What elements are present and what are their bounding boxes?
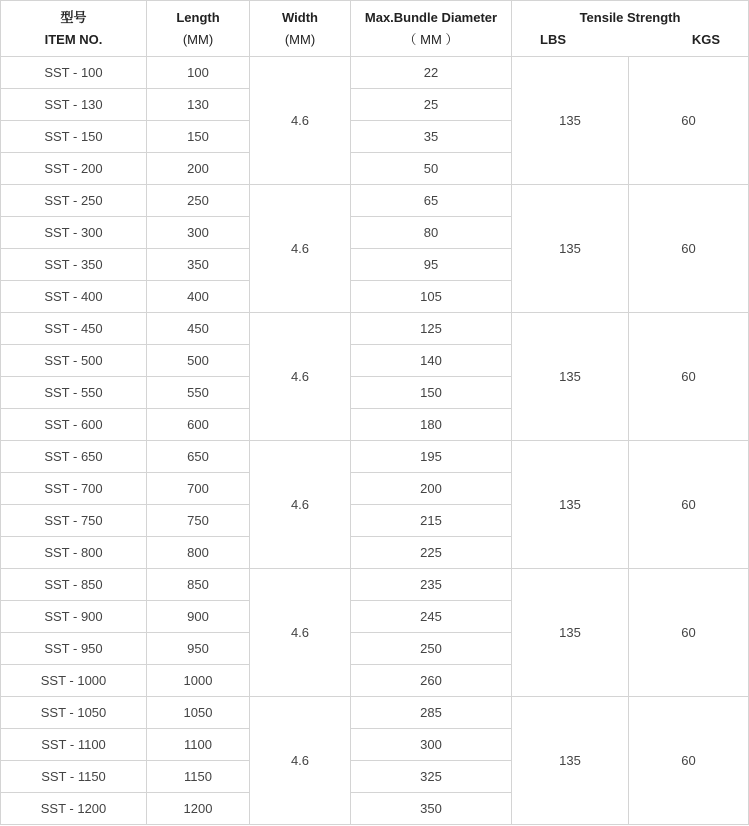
- cell-item-no: SST - 550: [1, 377, 147, 409]
- cell-width: 4.6: [250, 57, 351, 185]
- cell-length: 900: [147, 601, 250, 633]
- cell-item-no: SST - 850: [1, 569, 147, 601]
- cell-item-no: SST - 450: [1, 313, 147, 345]
- cell-length: 250: [147, 185, 250, 217]
- cell-max-bundle-diameter: 325: [351, 761, 512, 793]
- cell-item-no: SST - 700: [1, 473, 147, 505]
- cell-tensile-lbs: 135: [512, 313, 629, 441]
- header-diameter-label: Max.Bundle Diameter: [364, 9, 498, 25]
- cell-item-no: SST - 900: [1, 601, 147, 633]
- cell-max-bundle-diameter: 200: [351, 473, 512, 505]
- cell-tensile-kgs: 60: [629, 569, 749, 697]
- cell-length: 1100: [147, 729, 250, 761]
- header-length-label: Length: [176, 9, 220, 25]
- cell-length: 800: [147, 537, 250, 569]
- table-row: [1, 441, 749, 473]
- header-row: [1, 1, 749, 57]
- cell-item-no: SST - 350: [1, 249, 147, 281]
- cell-length: 1150: [147, 761, 250, 793]
- cell-max-bundle-diameter: 125: [351, 313, 512, 345]
- table-body: [1, 57, 749, 825]
- cell-max-bundle-diameter: 215: [351, 505, 512, 537]
- cell-length: 1200: [147, 793, 250, 825]
- cell-item-no: SST - 1200: [1, 793, 147, 825]
- cell-length: 1000: [147, 665, 250, 697]
- cell-item-no: SST - 150: [1, 121, 147, 153]
- cell-length: 130: [147, 89, 250, 121]
- cell-max-bundle-diameter: 195: [351, 441, 512, 473]
- cell-length: 750: [147, 505, 250, 537]
- cell-length: 300: [147, 217, 250, 249]
- cell-max-bundle-diameter: 95: [351, 249, 512, 281]
- header-width-label: Width: [282, 9, 318, 25]
- cell-width: 4.6: [250, 185, 351, 313]
- cell-width: 4.6: [250, 697, 351, 825]
- cell-tensile-lbs: 135: [512, 57, 629, 185]
- header-kgs: KGS: [691, 31, 721, 47]
- cell-tensile-kgs: 60: [629, 57, 749, 185]
- table-row: [1, 569, 749, 601]
- header-tensile-units: [512, 29, 748, 51]
- cell-max-bundle-diameter: 300: [351, 729, 512, 761]
- cell-length: 350: [147, 249, 250, 281]
- cell-max-bundle-diameter: 285: [351, 697, 512, 729]
- header-width: [250, 1, 351, 57]
- header-tensile-label: Tensile Strength: [579, 9, 681, 25]
- cell-item-no: SST - 1100: [1, 729, 147, 761]
- cell-tensile-lbs: 135: [512, 441, 629, 569]
- header-length-unit: (MM): [182, 31, 214, 47]
- cell-length: 100: [147, 57, 250, 89]
- header-length: [147, 1, 250, 57]
- header-diameter: [351, 1, 512, 57]
- table-row: [1, 697, 749, 729]
- header-item-no: [1, 1, 147, 57]
- cell-width: 4.6: [250, 313, 351, 441]
- cell-width: 4.6: [250, 569, 351, 697]
- cell-max-bundle-diameter: 180: [351, 409, 512, 441]
- cell-max-bundle-diameter: 245: [351, 601, 512, 633]
- cell-item-no: SST - 750: [1, 505, 147, 537]
- cell-item-no: SST - 800: [1, 537, 147, 569]
- cell-max-bundle-diameter: 250: [351, 633, 512, 665]
- cell-item-no: SST - 1050: [1, 697, 147, 729]
- cell-length: 850: [147, 569, 250, 601]
- cell-tensile-lbs: 135: [512, 185, 629, 313]
- table-row: [1, 57, 749, 89]
- cell-max-bundle-diameter: 225: [351, 537, 512, 569]
- cell-max-bundle-diameter: 350: [351, 793, 512, 825]
- cell-max-bundle-diameter: 235: [351, 569, 512, 601]
- cell-item-no: SST - 1000: [1, 665, 147, 697]
- cell-length: 650: [147, 441, 250, 473]
- table-header: [1, 1, 749, 57]
- cell-item-no: SST - 600: [1, 409, 147, 441]
- cell-max-bundle-diameter: 105: [351, 281, 512, 313]
- cell-tensile-lbs: 135: [512, 569, 629, 697]
- cell-length: 150: [147, 121, 250, 153]
- cell-item-no: SST - 1150: [1, 761, 147, 793]
- cell-max-bundle-diameter: 260: [351, 665, 512, 697]
- table-row: [1, 185, 749, 217]
- header-width-unit: (MM): [284, 31, 316, 47]
- cell-length: 450: [147, 313, 250, 345]
- cell-max-bundle-diameter: 25: [351, 89, 512, 121]
- cell-tensile-kgs: 60: [629, 697, 749, 825]
- cell-item-no: SST - 130: [1, 89, 147, 121]
- header-tensile-strength: [512, 1, 749, 57]
- cell-length: 600: [147, 409, 250, 441]
- cell-item-no: SST - 950: [1, 633, 147, 665]
- cell-max-bundle-diameter: 140: [351, 345, 512, 377]
- cell-item-no: SST - 500: [1, 345, 147, 377]
- cell-tensile-lbs: 135: [512, 697, 629, 825]
- header-lbs: LBS: [540, 31, 566, 47]
- cell-max-bundle-diameter: 80: [351, 217, 512, 249]
- cell-max-bundle-diameter: 50: [351, 153, 512, 185]
- cell-length: 700: [147, 473, 250, 505]
- cell-tensile-kgs: 60: [629, 185, 749, 313]
- cell-length: 1050: [147, 697, 250, 729]
- cell-length: 950: [147, 633, 250, 665]
- header-item-en: ITEM NO.: [44, 31, 103, 47]
- cell-max-bundle-diameter: 65: [351, 185, 512, 217]
- cell-tensile-kgs: 60: [629, 313, 749, 441]
- cell-max-bundle-diameter: 22: [351, 57, 512, 89]
- cell-width: 4.6: [250, 441, 351, 569]
- cell-item-no: SST - 650: [1, 441, 147, 473]
- cell-max-bundle-diameter: 150: [351, 377, 512, 409]
- cell-item-no: SST - 250: [1, 185, 147, 217]
- header-item-cn: 型号: [60, 9, 87, 25]
- cell-item-no: SST - 400: [1, 281, 147, 313]
- cell-length: 500: [147, 345, 250, 377]
- cell-tensile-kgs: 60: [629, 441, 749, 569]
- cell-item-no: SST - 200: [1, 153, 147, 185]
- cell-length: 200: [147, 153, 250, 185]
- cell-length: 550: [147, 377, 250, 409]
- cell-item-no: SST - 100: [1, 57, 147, 89]
- table-row: [1, 313, 749, 345]
- cell-item-no: SST - 300: [1, 217, 147, 249]
- cell-length: 400: [147, 281, 250, 313]
- cell-max-bundle-diameter: 35: [351, 121, 512, 153]
- header-diameter-unit: （ MM ）: [403, 31, 459, 47]
